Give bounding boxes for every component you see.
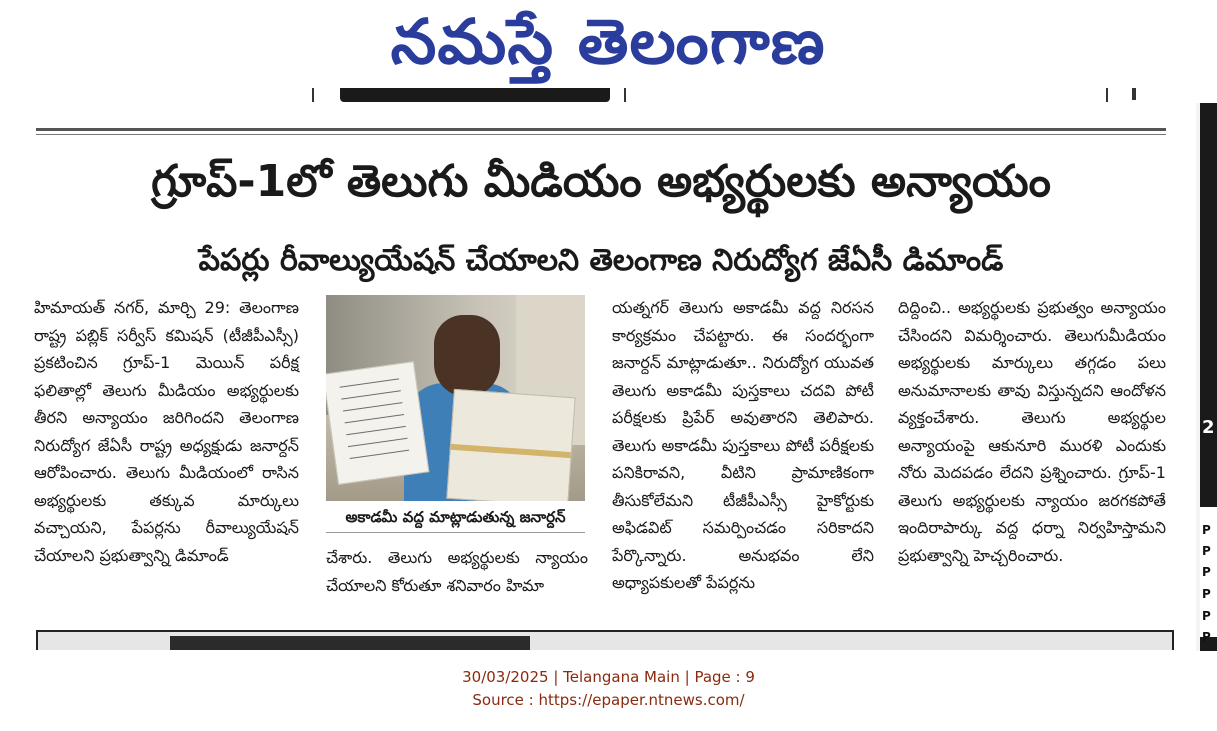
photo-caption: అకాడమీ వద్ద మాట్లాడుతున్న జనార్దన్	[345, 508, 566, 526]
next-article-fragment	[170, 636, 530, 650]
article-headline: గ్రూప్-1లో తెలుగు మీడియం అభ్యర్థులకు అన్యాయం	[151, 156, 1051, 207]
article-column-4	[898, 294, 1166, 569]
source-footer	[0, 666, 1217, 712]
column-text: చేశారు. తెలుగు అభ్యర్థులకు న్యాయం చేయాలని కోరుతూ శనివారం హిమా	[326, 548, 588, 595]
caption-rule	[326, 532, 585, 533]
strip-divider	[624, 88, 626, 102]
footer-source-link[interactable]: Source : https://epaper.ntnews.com/	[472, 691, 745, 709]
edge-letter: P	[1202, 630, 1211, 644]
adjacent-page-edge	[1196, 103, 1217, 651]
edge-letter: 2	[1202, 417, 1215, 438]
article-photo	[326, 295, 585, 501]
column-text: హిమాయత్ నగర్, మార్చి 29: తెలంగాణ రాష్ట్ర పబ్లిక్ సర్వీస్ కమిషన్ (టీజీపీఎస్సీ) ప్రకటించిన గ్రూప్-1 మెయిన్ పరీక్ష ఫలితాల్లో తెలుగు మీడియం అభ్యర్థులకు తీరని అన్యాయం జరిగిందని తెలంగాణ నిరుద్యోగ జేఏసీ రాష్ట్ర అధ్యక్షుడు జనార్దన్ ఆరోపించారు. తెలుగు మీడియంలో రాసిన అభ్యర్థులకు తక్కువ మార్కులు వచ్చాయని, పేపర్లను రీవాల్యుయేషన్ చేయాలని ప్రభుత్వాన్ని డిమాండ్	[34, 298, 299, 565]
masthead-logo: నమస్తే తెలంగాణ	[391, 5, 826, 78]
edge-letter: P	[1202, 565, 1211, 579]
held-document	[326, 361, 429, 485]
strip-divider	[1106, 88, 1108, 102]
newspaper-masthead	[0, 0, 1217, 88]
newspaper-clipping	[0, 88, 1190, 650]
edge-letter: P	[1202, 544, 1211, 558]
person-head	[434, 315, 500, 397]
edge-letter: P	[1202, 587, 1211, 601]
article-column-3	[612, 294, 874, 597]
strip-divider	[312, 88, 314, 102]
column-text: దిద్దించి.. అభ్యర్థులకు ప్రభుత్వం అన్యాయం చేసిందని విమర్శించారు. తెలుగుమీడియం అభ్యర్థులకు మార్కులు తగ్గడం పలు అనుమానాలకు తావు విస్తున్నదని ఆందోళన వ్యక్తంచేశారు. తెలుగు అభ్యర్థుల అన్యాయంపై ఆకునూరి మురళి ఎందుకు నోరు మెదపడం లేదని ప్రశ్నించారు. గ్రూప్-1 తెలుగు అభ్యర్థులకు న్యాయం జరగకపోతే ఇందిరాపార్కు వద్ద ధర్నా నిర్వహిస్తామని ప్రభుత్వాన్ని హెచ్చరించారు.	[898, 298, 1166, 565]
edge-letter: P	[1202, 523, 1211, 537]
edge-letter: P	[1202, 609, 1211, 623]
held-answer-sheet	[446, 389, 575, 501]
article-column-2	[326, 544, 588, 599]
header-rule-thin	[36, 134, 1166, 135]
cropped-masthead-fragment	[340, 88, 610, 102]
article-subheadline: పేపర్లు రీవాల్యుయేషన్ చేయాలని తెలంగాణ నిరుద్యోగ జేఏసీ డిమాండ్	[198, 243, 1004, 278]
strip-mark	[1132, 88, 1136, 100]
cropped-top-strip	[0, 88, 1190, 110]
header-rule	[36, 128, 1166, 131]
footer-date-page: 30/03/2025 | Telangana Main | Page : 9	[462, 668, 755, 686]
article-column-1	[34, 294, 299, 569]
column-text: యత్నగర్ తెలుగు అకాడమీ వద్ద నిరసన కార్యక్రమం చేపట్టారు. ఈ సందర్భంగా జనార్దన్ మాట్లాడుతూ.. నిరుద్యోగ యువత తెలుగు అకాడమీ పుస్తకాలు చదవి పోటీ పరీక్షలకు ప్రిపేర్ అవుతారని తెలిపారు. తెలుగు అకాడమీ పుస్తకాలు పోటీ పరీక్షలకు పనికిరావని, వీటిని ప్రామాణికంగా తీసుకోలేమని టీజీపీఎస్సీ హైకోర్టుకు అఫిడవిట్ సమర్పించడం సరికాదని పేర్కొన్నారు. అనుభవం లేని అధ్యాపకులతో పేపర్లను	[612, 298, 874, 592]
